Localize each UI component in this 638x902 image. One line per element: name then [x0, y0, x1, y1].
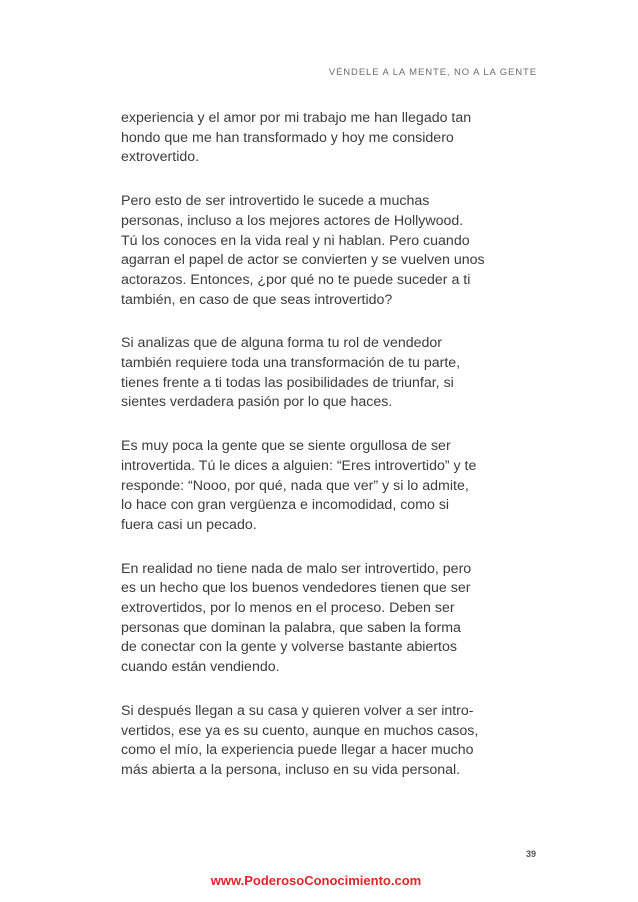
text-line: fuera casi un pecado.	[121, 516, 257, 533]
text-line: Es muy poca la gente que se siente orgullosa de ser	[121, 438, 451, 455]
paragraph-2	[121, 192, 541, 310]
paragraph-3	[121, 334, 541, 413]
text-line: En realidad no tiene nada de malo ser introvertido, pero	[121, 560, 472, 577]
paragraph-5	[121, 560, 541, 678]
text-line: vertidos, ese ya es su cuento, aunque en muchos casos,	[121, 722, 479, 739]
paragraph-4	[121, 437, 541, 536]
text-line: también, en caso de que seas introvertido?	[121, 291, 393, 308]
footer-url-text[interactable]: www.PoderosoConocimiento.com	[210, 873, 422, 888]
text-line: personas, incluso a los mejores actores de Hollywood.	[121, 212, 464, 229]
text-line: personas que dominan la palabra, que saben la forma	[121, 619, 461, 636]
footer-url-link[interactable]	[0, 873, 638, 888]
text-line: de conectar con la gente y volverse bastante abiertos	[121, 639, 457, 656]
body-text	[121, 109, 541, 805]
text-line: como el mío, la experiencia puede llegar a hacer mucho	[121, 742, 474, 759]
text-line: extrovertido.	[121, 149, 200, 166]
text-line: lo hace con gran vergüenza e incomodidad, como si	[121, 497, 450, 514]
running-header: VÉNDELE A LA MENTE, NO A LA GENTE	[328, 67, 537, 78]
page-number: 39	[525, 849, 536, 859]
paragraph-1	[121, 109, 541, 168]
text-line: agarran el papel de actor se convierten y se vuelven unos	[121, 252, 485, 269]
text-line: es un hecho que los buenos vendedores tienen que ser	[121, 580, 471, 597]
text-line: cuando están vendiendo.	[121, 659, 280, 676]
text-line: actorazos. Entonces, ¿por qué no te puede suceder a ti	[121, 271, 471, 288]
text-line: hondo que me han transformado y hoy me considero	[121, 129, 454, 146]
text-line: más abierta a la persona, incluso en su vida personal.	[121, 761, 461, 778]
paragraph-6	[121, 702, 541, 781]
text-line: sientes verdadera pasión por lo que haces.	[121, 394, 393, 411]
text-line: Si analizas que de alguna forma tu rol de vendedor	[121, 335, 443, 352]
text-line: Si después llegan a su casa y quieren volver a ser intro-	[121, 702, 474, 719]
text-line: introvertida. Tú le dices a alguien: “Eres introvertido” y te	[121, 457, 477, 474]
text-line: Pero esto de ser introvertido le sucede a muchas	[121, 193, 430, 210]
text-line: experiencia y el amor por mi trabajo me han llegado tan	[121, 110, 472, 126]
text-line: responde: “Nooo, por qué, nada que ver” y si lo admite,	[121, 477, 469, 494]
text-line: Tú los conoces en la vida real y ni hablan. Pero cuando	[121, 232, 470, 249]
text-line: extrovertidos, por lo menos en el proceso. Deben ser	[121, 600, 455, 617]
text-line: también requiere toda una transformación de tu parte,	[121, 355, 461, 372]
text-line: tienes frente a ti todas las posibilidades de triunfar, si	[121, 374, 454, 391]
